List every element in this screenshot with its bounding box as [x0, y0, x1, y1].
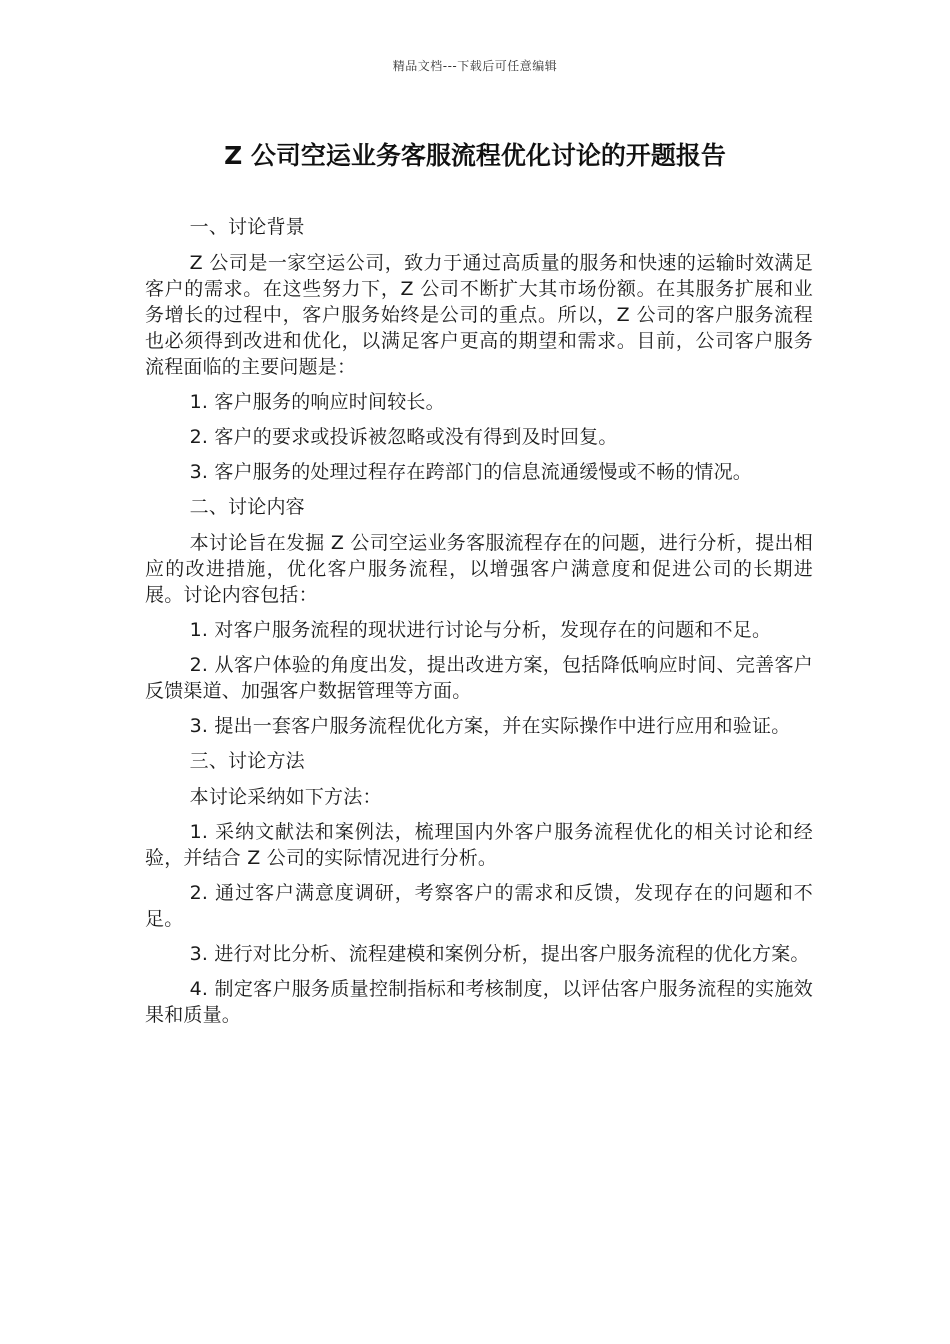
list-item: 2. 客户的要求或投诉被忽略或没有得到及时回复。 — [189, 426, 618, 448]
section-heading: 三、讨论方法 — [189, 750, 305, 772]
section-heading: 一、讨论背景 — [189, 216, 305, 238]
list-item: 1. 对客户服务流程的现状进行讨论与分析，发现存在的问题和不足。 — [189, 619, 772, 641]
list-item: 1. 客户服务的响应时间较长。 — [189, 391, 445, 413]
list-item: 1. 采纳文献法和案例法，梳理国内外客户服务流程优化的相关讨论和经验，并结合 Z 公司的实际情况进行分析。 — [145, 821, 813, 869]
paragraph: 本讨论采纳如下方法： — [189, 786, 382, 808]
list-item: 3. 提出一套客户服务流程优化方案，并在实际操作中进行应用和验证。 — [189, 715, 791, 737]
list-item: 3. 客户服务的处理过程存在跨部门的信息流通缓慢或不畅的情况。 — [189, 461, 753, 483]
paragraph: Z 公司是一家空运公司，致力于通过高质量的服务和快速的运输时效满足客户的需求。在这些努力下，Z 公司不断扩大其市场份额。在其服务扩展和业务增长的过程中，客户服务始终是公司的重点。所以，Z 公司的客户服务流程也必须得到改进和优化，以满足客户更高的期望和需求。目前，公司客户服务流程面临的主要问题是： — [145, 252, 813, 378]
header-note: 精品文档---下载后可任意编辑 — [392, 59, 558, 73]
section-heading: 二、讨论内容 — [189, 496, 305, 518]
list-item: 2. 通过客户满意度调研，考察客户的需求和反馈，发现存在的问题和不足。 — [145, 882, 813, 930]
document-title: Z 公司空运业务客服流程优化讨论的开题报告 — [224, 141, 726, 170]
paragraph: 本讨论旨在发掘 Z 公司空运业务客服流程存在的问题，进行分析，提出相应的改进措施，优化客户服务流程，以增强客户满意度和促进公司的长期进展。讨论内容包括： — [145, 532, 813, 606]
document-body — [145, 214, 813, 1037]
list-item: 4. 制定客户服务质量控制指标和考核制度，以评估客户服务流程的实施效果和质量。 — [145, 978, 813, 1026]
list-item: 3. 进行对比分析、流程建模和案例分析，提出客户服务流程的优化方案。 — [189, 943, 810, 965]
list-item: 2. 从客户体验的角度出发，提出改进方案，包括降低响应时间、完善客户反馈渠道、加强客户数据管理等方面。 — [145, 654, 813, 702]
